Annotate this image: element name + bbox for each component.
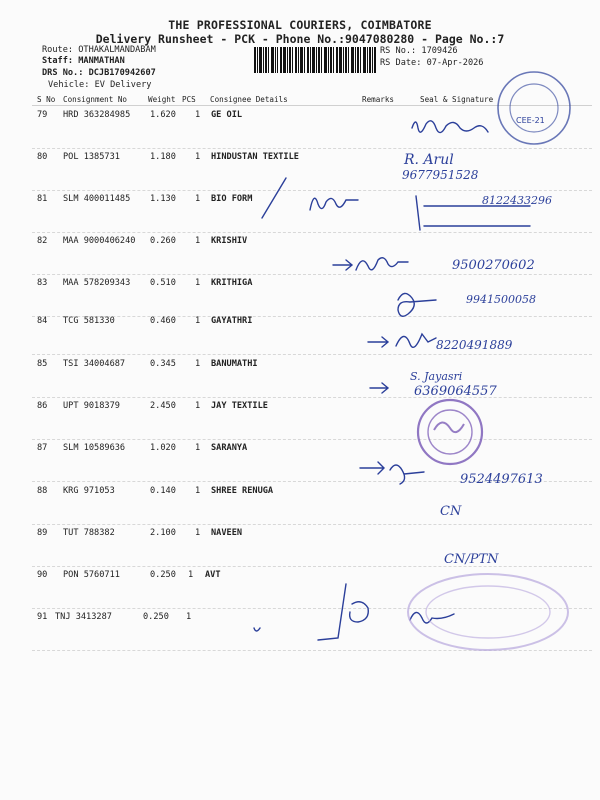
row-divider (32, 274, 592, 275)
row-consignee: KRISHIV (211, 236, 248, 246)
row-divider (32, 397, 592, 398)
row-sno: 84 (37, 316, 48, 326)
table-row (0, 486, 600, 528)
row-pcs: 1 (195, 443, 201, 453)
col-consignment: Consignment No (63, 95, 128, 104)
row-pcs: 1 (195, 316, 201, 326)
runsheet-subtitle: Delivery Runsheet - PCK - Phone No.:9047080280 - Page No.:7 (95, 32, 505, 46)
row-weight: 0.345 (150, 359, 176, 369)
row-sno: 83 (37, 278, 48, 288)
col-consignee: Consignee Details (210, 95, 288, 104)
receiver-name: S. Jayasri (410, 370, 463, 383)
row-divider (32, 566, 592, 567)
table-row (0, 528, 600, 570)
row-consignment: POL 1385731 (63, 152, 120, 162)
row-divider (32, 524, 592, 525)
row-consignment: PON 5760711 (63, 570, 120, 580)
row-consignee: SARANYA (211, 443, 248, 453)
row-sno: 88 (37, 486, 48, 496)
row-consignment: SLM 10589636 (63, 443, 126, 453)
row-consignment: MAA 578209343 (63, 278, 131, 288)
row-consignment: KRG 971053 (63, 486, 115, 496)
row-pcs: 1 (188, 570, 194, 580)
row-pcs: 1 (195, 278, 201, 288)
row-sno: 81 (37, 194, 48, 204)
row-divider (32, 232, 592, 233)
row-divider (32, 148, 592, 149)
row-weight: 2.450 (150, 401, 176, 411)
row-consignment: HRD 363284985 (63, 110, 131, 120)
row-divider (32, 439, 592, 440)
row-sno: 86 (37, 401, 48, 411)
row-weight: 0.260 (150, 236, 176, 246)
stamp-text: CEE-21 (516, 116, 545, 125)
row-weight: 1.620 (150, 110, 176, 120)
row-pcs: 1 (195, 401, 201, 411)
delivery-remark: CN (440, 504, 462, 519)
barcode-icon (254, 47, 376, 73)
receiver-phone: 9524497613 (460, 472, 543, 487)
row-consignee: NAVEEN (211, 528, 243, 538)
receiver-phone: 8220491889 (436, 338, 513, 352)
col-weight: Weight (148, 95, 176, 104)
row-pcs: 1 (186, 612, 192, 622)
row-consignee: SHREE RENUGA (211, 486, 274, 496)
table-row (0, 152, 600, 194)
table-row (0, 359, 600, 401)
table-row (0, 401, 600, 443)
table-row (0, 612, 600, 654)
row-consignee: BIO FORM (211, 194, 253, 204)
row-consignment: SLM 400011485 (63, 194, 131, 204)
row-consignee: HINDUSTAN TEXTILE (211, 152, 299, 162)
receiver-phone: 9500270602 (452, 258, 535, 273)
row-weight: 1.130 (150, 194, 176, 204)
row-pcs: 1 (195, 359, 201, 369)
row-consignment: TSI 34004687 (63, 359, 126, 369)
receiver-phone: 8122433296 (482, 194, 552, 207)
row-sno: 87 (37, 443, 48, 453)
row-weight: 2.100 (150, 528, 176, 538)
row-sno: 91 (37, 612, 48, 622)
header-rule (32, 105, 592, 106)
row-pcs: 1 (195, 486, 201, 496)
row-pcs: 1 (195, 236, 201, 246)
row-sno: 79 (37, 110, 48, 120)
row-sno: 80 (37, 152, 48, 162)
row-divider (32, 608, 592, 609)
row-consignment: UPT 9018379 (63, 401, 120, 411)
row-consignment: MAA 9000406240 (63, 236, 136, 246)
row-divider (32, 650, 592, 651)
row-sno: 85 (37, 359, 48, 369)
row-weight: 1.020 (150, 443, 176, 453)
drs-label: DRS No.: DCJB170942607 (42, 68, 156, 78)
row-consignee: AVT (205, 570, 221, 580)
row-weight: 0.140 (150, 486, 176, 496)
row-consignee: JAY TEXTILE (211, 401, 268, 411)
row-consignment: TUT 788382 (63, 528, 115, 538)
row-consignment: TNJ 3413287 (55, 612, 112, 622)
col-sno: S No (37, 95, 56, 104)
row-sno: 89 (37, 528, 48, 538)
vehicle-label: Vehicle: EV Delivery (48, 80, 152, 90)
col-seal: Seal & Signature (420, 95, 494, 104)
receiver-phone: 6369064557 (414, 384, 497, 399)
row-divider (32, 190, 592, 191)
row-divider (32, 354, 592, 355)
rs-date: RS Date: 07-Apr-2026 (380, 58, 484, 68)
row-consignee: GE OIL (211, 110, 243, 120)
route-label: Route: OTHAKALMANDABAM (42, 45, 156, 55)
row-consignee: GAYATHRI (211, 316, 253, 326)
table-row (0, 110, 600, 152)
row-pcs: 1 (195, 194, 201, 204)
rs-number: RS No.: 1709426 (380, 46, 458, 56)
col-pcs: PCS (182, 95, 196, 104)
row-consignment: TCG 581330 (63, 316, 115, 326)
row-consignee: KRITHIGA (211, 278, 253, 288)
row-weight: 0.250 (150, 570, 176, 580)
staff-label: Staff: MANMATHAN (42, 56, 125, 66)
receiver-name: R. Arul (404, 152, 454, 168)
row-sno: 90 (37, 570, 48, 580)
receiver-phone: 9941500058 (466, 293, 536, 306)
row-weight: 0.510 (150, 278, 176, 288)
receiver-phone: 9677951528 (402, 168, 479, 182)
delivery-remark: CN/PTN (444, 552, 499, 567)
company-title: THE PROFESSIONAL COURIERS, COIMBATORE (168, 18, 432, 32)
row-pcs: 1 (195, 110, 201, 120)
col-remarks: Remarks (362, 95, 395, 104)
row-consignee: BANUMATHI (211, 359, 258, 369)
row-weight: 0.460 (150, 316, 176, 326)
row-pcs: 1 (195, 152, 201, 162)
table-row (0, 570, 600, 612)
row-pcs: 1 (195, 528, 201, 538)
row-sno: 82 (37, 236, 48, 246)
row-weight: 0.250 (143, 612, 169, 622)
row-weight: 1.180 (150, 152, 176, 162)
